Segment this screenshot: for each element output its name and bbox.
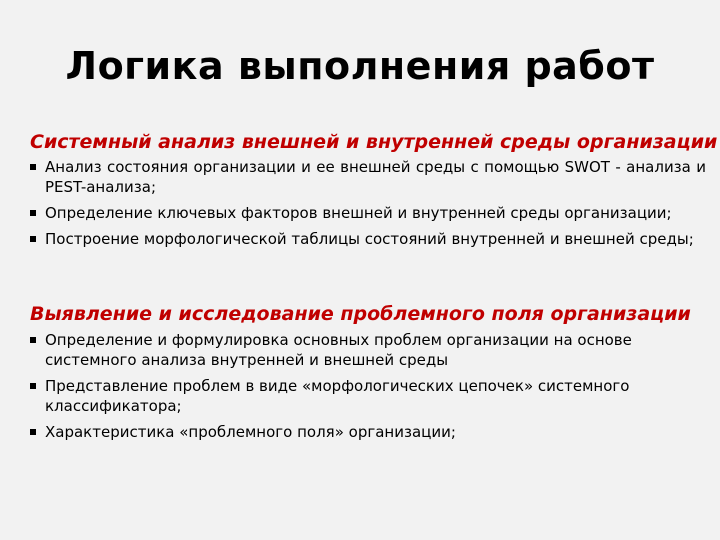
square-bullet-icon <box>30 429 36 435</box>
list-item-text: Определение ключевых факторов внешней и внутренней среды организации; <box>45 204 672 222</box>
square-bullet-icon <box>30 164 36 170</box>
bullet-list-system-analysis <box>30 157 706 255</box>
list-item-text: Определение и формулировка основных проблем организации на основе системного анализа внутренней и внешней среды <box>45 331 632 369</box>
square-bullet-icon <box>30 210 36 216</box>
list-item <box>30 203 706 223</box>
list-item-text: Анализ состояния организации и ее внешней среды с помощью SWOT - анализа и PEST-анализа; <box>45 158 706 196</box>
list-item <box>30 376 706 416</box>
list-item <box>30 157 706 197</box>
square-bullet-icon <box>30 236 36 242</box>
list-item-text: Представление проблем в виде «морфологических цепочек» системного классификатора; <box>45 377 630 415</box>
bullet-list-problem-field <box>30 330 706 448</box>
list-item-text: Построение морфологической таблицы состояний внутренней и внешней среды; <box>45 230 694 248</box>
list-item <box>30 229 706 249</box>
section-heading-system-analysis: Системный анализ внешней и внутренней среды организации <box>30 131 718 153</box>
square-bullet-icon <box>30 337 36 343</box>
list-item-text: Характеристика «проблемного поля» организации; <box>45 423 456 441</box>
list-item <box>30 330 706 370</box>
slide-title: Логика выполнения работ <box>65 44 655 88</box>
section-heading-problem-field: Выявление и исследование проблемного поля организации <box>30 303 691 325</box>
square-bullet-icon <box>30 383 36 389</box>
list-item <box>30 422 706 442</box>
